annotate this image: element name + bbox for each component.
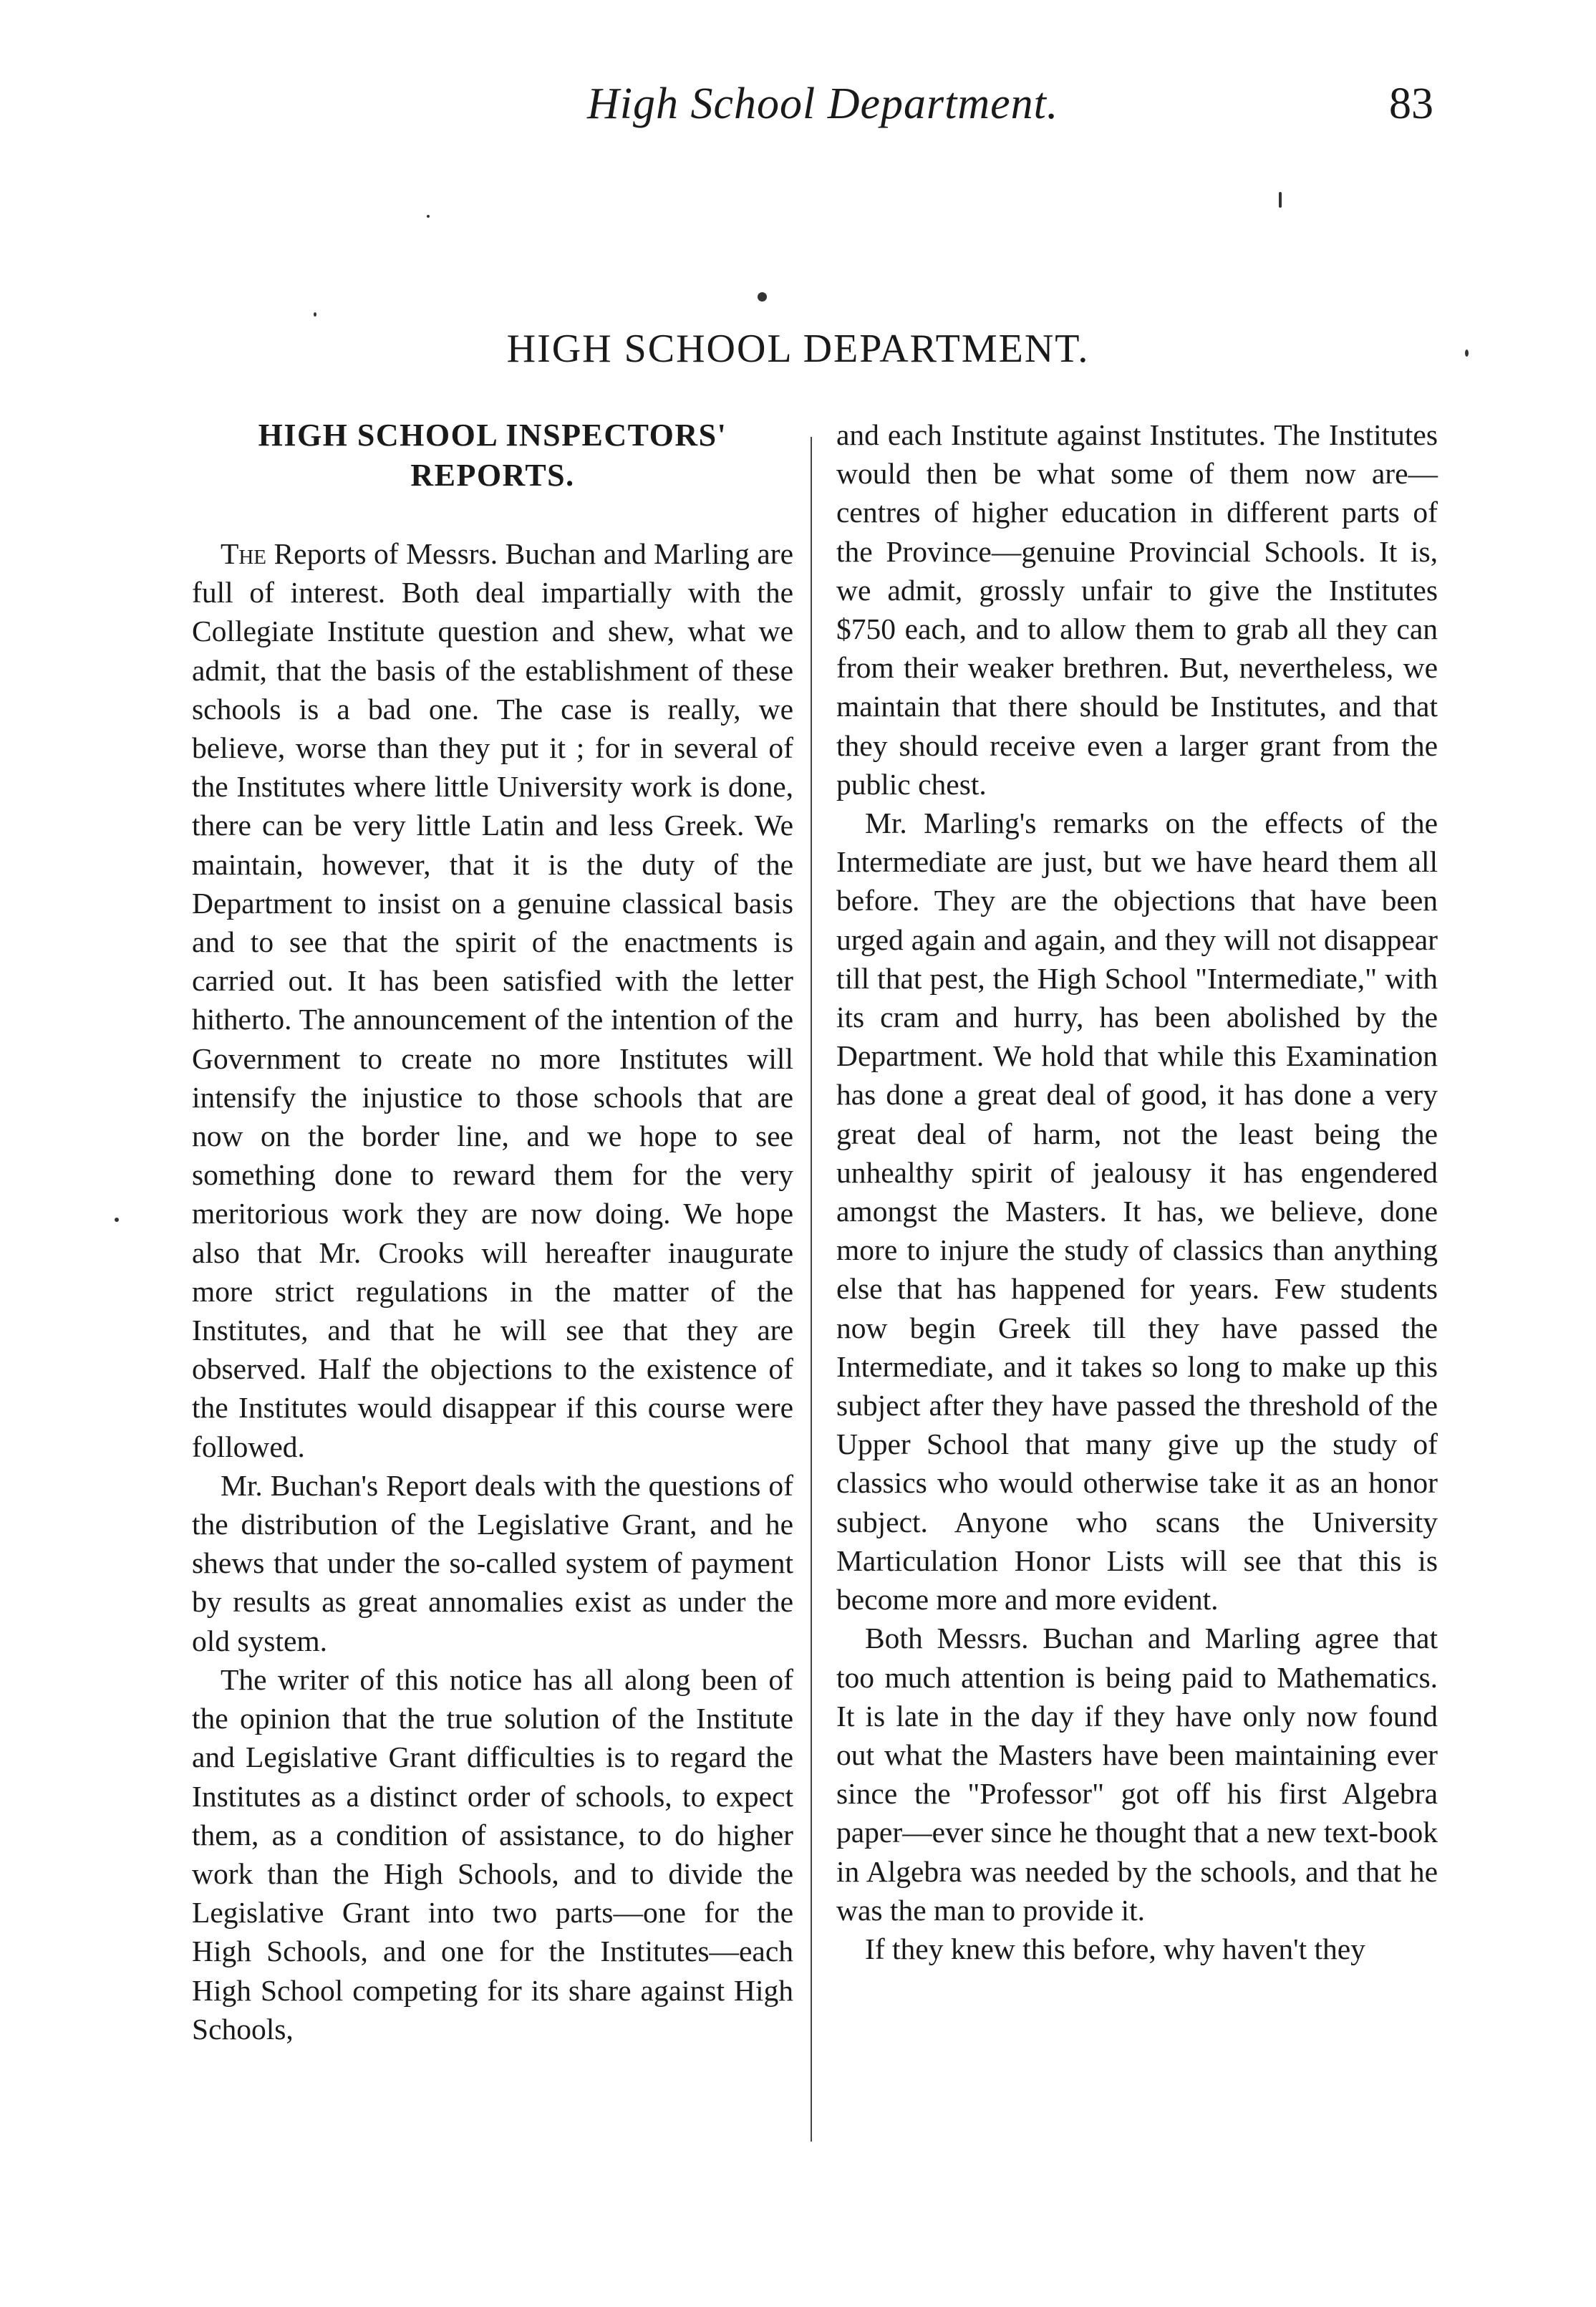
speck (314, 312, 316, 317)
speck (115, 1218, 119, 1222)
running-head (0, 79, 1596, 136)
lead-word: The (221, 537, 267, 570)
speck (1279, 192, 1282, 208)
paragraph (192, 534, 793, 1466)
speck (427, 215, 430, 218)
paragraph-text: Reports of Messrs. Buchan and Marling are full of interest. Both deal impartially with the Collegiate Institute question and shew, what we admit, that the basis of the establishment of these schools is a bad one. The case is really, we believe, worse than they put it ; for in several of the Institutes where little University work is done, there can be very little Latin and less Greek. We maintain, however, that it is the duty of the Department to insist on a genuine classical basis and to see that the spirit of the enactments is carried out. It has been satisfied with the letter hitherto. The announcement of the intention of the Government to create no more Institutes will intensify the injustice to those schools that are now on the border line, and we hope to see something done to reward them for the very meritorious work they are now doing. We hope also that Mr. Crooks will hereafter inaugurate more strict regulations in the matter of the Institutes, and that he will see that they are observed. Half the objections to the existence of the Institutes would disappear if this course were followed. (192, 537, 793, 1463)
running-title: High School Department. (587, 80, 1059, 128)
paragraph: and each Institute against Institutes. The Institutes would then be what some of them now are—centres of higher education in different parts of the Province—genuine Provincial Schools. It is, we admit, grossly unfair to give the Institutes $750 each, and to allow them to grab all they can from their weaker brethren. But, nevertheless, we maintain that there should be Institutes, and that they should receive even a larger grant from the public chest. (836, 418, 1438, 801)
right-column (836, 415, 1438, 1968)
paragraph: If they knew this before, why haven't they (865, 1932, 1365, 1965)
page-number: 83 (1389, 80, 1433, 128)
paragraph: Mr. Buchan's Report deals with the questions of the distribution of the Legislative Grant, and he shews that under the so-called system of payment by results as great annomalies exist as under the old system. (192, 1468, 793, 1657)
paragraph: Mr. Marling's remarks on the effects of the Intermediate are just, but we have heard them all before. They are the objections that have been urged again and again, and they will not disappear till that pest, the High School "Intermediate," with its cram and hurry, has been abolished by the Department. We hold that while this Examination has done a great deal of good, it has done a very great deal of harm, not the least being the unhealthy spirit of jealousy it has engendered amongst the Masters. It has, we believe, done more to injure the study of classics than anything else that has happened for years. Few students now begin Greek till they have passed the Intermediate, and it takes so long to make up this subject after they have passed the threshold of the Upper School that many give up the study of classics who would otherwise take it as an honor subject. Anyone who scans the University Marticulation Honor Lists will see that this is become more and more evident. (836, 806, 1438, 1617)
paragraph: Both Messrs. Buchan and Marling agree that too much attention is being paid to Mathematics. It is late in the day if they have only now found out what the Masters have been maintaining ever since the "Professor" got off his first Algebra paper—ever since he thought that a new text-book in Algebra was needed by the schools, and that he was the man to provide it. (836, 1622, 1438, 1927)
section-title: HIGH SCHOOL DEPARTMENT. (506, 327, 1090, 371)
ornament-dot (758, 292, 767, 302)
column-rule (811, 437, 812, 2142)
paragraph: The writer of this notice has all along been of the opinion that the true solution of the Institute and Legislative Grant difficulties is to regard the Institutes as a distinct order of schools, to expect them, as a condition of assistance, to do higher work than the High Schools, and to divide the Legislative Grant into two parts—one for the High Schools, and one for the Institutes—each High School competing for its share against High Schools, (192, 1662, 793, 2046)
left-column (192, 415, 793, 2048)
article-heading: HIGH SCHOOL INSPECTORS' REPORTS. (258, 418, 727, 493)
